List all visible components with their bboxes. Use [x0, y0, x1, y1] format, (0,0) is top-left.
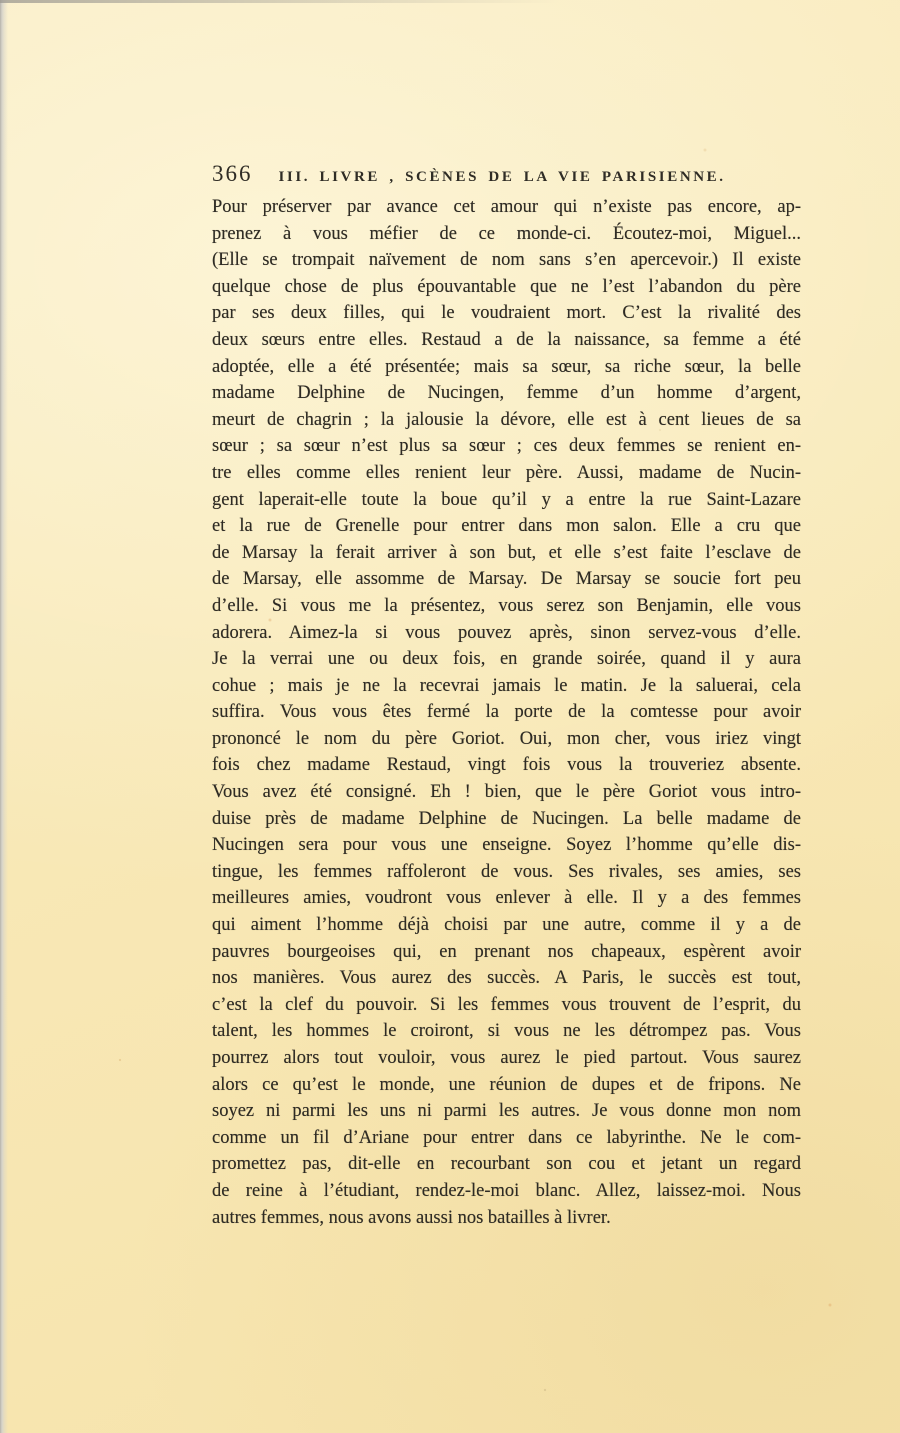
- text-line: Vous avez été consigné. Eh ! bien, que le père Goriot vous intro-: [212, 782, 801, 803]
- text-line: par ses deux filles, qui le voudraient mort. C’est la rivalité des: [212, 303, 801, 324]
- text-line: de Marsay la ferait arriver à son but, et elle s’est faite l’esclave de: [212, 542, 801, 563]
- text-line: et la rue de Grenelle pour entrer dans mon salon. Elle a cru que: [212, 516, 801, 537]
- page-number: 366: [212, 161, 253, 186]
- text-line: c’est la clef du pouvoir. Si les femmes vous trouvent de l’esprit, du: [212, 994, 801, 1015]
- text-line: prenez à vous méfier de ce monde-ci. Écoutez-moi, Miguel...: [212, 223, 801, 244]
- text-line: cohue ; mais je ne la recevrai jamais le matin. Je la saluerai, cela: [212, 675, 801, 696]
- text-line: de Marsay, elle assomme de Marsay. De Marsay se soucie fort peu: [212, 569, 801, 590]
- text-line: comme un fil d’Ariane pour entrer dans ce labyrinthe. Ne le com-: [212, 1127, 801, 1148]
- text-line: autres femmes, nous avons aussi nos batailles à livrer.: [212, 1207, 611, 1228]
- text-line: meurt de chagrin ; la jalousie la dévore, elle est à cent lieues de sa: [212, 409, 801, 430]
- text-line: deux sœurs entre elles. Restaud a de la naissance, sa femme a été: [212, 329, 801, 350]
- text-line: pourrez alors tout vouloir, vous aurez le pied partout. Vous saurez: [212, 1048, 801, 1068]
- text-line: Pour préserver par avance cet amour qui n’existe pas encore, ap-: [212, 197, 801, 217]
- text-line: pauvres bourgeoises qui, en prenant nos chapeaux, espèrent avoir: [212, 941, 801, 962]
- page-top-edge: [0, 0, 558, 3]
- text-line: Nucingen sera pour vous une enseigne. Soyez l’homme qu’elle dis-: [212, 835, 801, 856]
- text-line: qui aiment l’homme déjà choisi par une autre, comme il y a de: [212, 915, 801, 936]
- text-line: fois chez madame Restaud, vingt fois vous la trouveriez absente.: [212, 755, 801, 776]
- text-line: de reine à l’étudiant, rendez-le-moi blanc. Allez, laissez-moi. Nous: [212, 1180, 801, 1201]
- text-line: prononcé le nom du père Goriot. Oui, mon cher, vous iriez vingt: [212, 728, 801, 749]
- text-line: tingue, les femmes raffoleront de vous. Ses rivales, ses amies, ses: [212, 861, 801, 882]
- text-line: sœur ; sa sœur n’est plus sa sœur ; ces deux femmes se renient en-: [212, 436, 801, 457]
- text-line: madame Delphine de Nucingen, femme d’un homme d’argent,: [212, 383, 801, 404]
- text-line: duise près de madame Delphine de Nucingen. La belle madame de: [212, 808, 801, 829]
- text-line: tre elles comme elles renient leur père. Aussi, madame de Nucin-: [212, 462, 801, 483]
- text-line: adorera. Aimez-la si vous pouvez après, sinon servez-vous d’elle.: [212, 622, 801, 643]
- running-title: III. LIVRE , SCÈNES DE LA VIE PARISIENNE.: [278, 169, 726, 185]
- text-line: Je la verrai une ou deux fois, en grande soirée, quand il y aura: [212, 649, 801, 670]
- text-line: meilleures amies, voudront vous enlever à elle. Il y a des femmes: [212, 888, 801, 909]
- body-text: [212, 194, 801, 1231]
- page-left-edge: [0, 0, 8, 1433]
- running-head: [212, 161, 802, 187]
- text-line: adoptée, elle a été présentée; mais sa sœur, sa riche sœur, la belle: [212, 356, 801, 377]
- text-line: promettez pas, dit-elle en recourbant son cou et jetant un regard: [212, 1154, 801, 1175]
- text-line: gent laperait-elle toute la boue qu’il y a entre la rue Saint-Lazare: [212, 489, 801, 510]
- text-line: nos manières. Vous aurez des succès. A Paris, le succès est tout,: [212, 968, 801, 989]
- text-line: quelque chose de plus épouvantable que ne l’est l’abandon du père: [212, 276, 801, 297]
- text-line: (Elle se trompait naïvement de nom sans s’en apercevoir.) Il existe: [212, 250, 801, 271]
- text-line: soyez ni parmi les uns ni parmi les autres. Je vous donne mon nom: [212, 1101, 801, 1122]
- text-line: suffira. Vous vous êtes fermé la porte de la comtesse pour avoir: [212, 702, 801, 723]
- text-line: alors ce qu’est le monde, une réunion de dupes et de fripons. Ne: [212, 1074, 801, 1095]
- text-line: d’elle. Si vous me la présentez, vous serez son Benjamin, elle vous: [212, 595, 801, 616]
- text-line: talent, les hommes le croiront, si vous ne les détrompez pas. Vous: [212, 1021, 801, 1042]
